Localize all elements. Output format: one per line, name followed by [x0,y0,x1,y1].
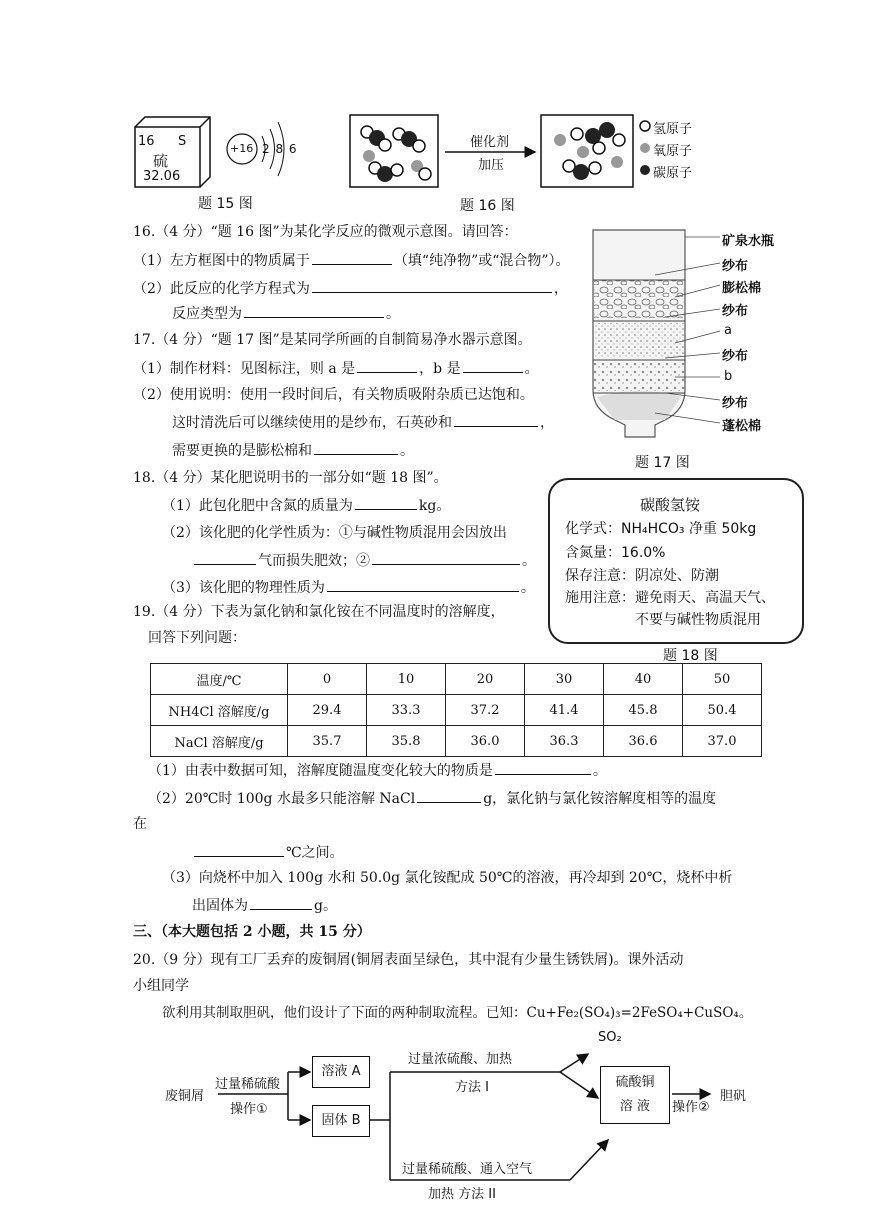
q16-part2: （2）此反应的化学方程式为 ， [133,278,568,299]
answer-blank[interactable] [454,412,538,427]
table-cell: NH4Cl 溶解度/g [151,695,288,726]
label-gauze-4: 纱布 [722,396,749,411]
atomic-mass: 32.06 [143,169,181,184]
figure-15-caption: 题 15 图 [198,196,253,212]
answer-blank[interactable] [355,495,417,510]
nucleus-charge: +16 [230,142,254,155]
flow-box-copper-sulfate [600,1066,670,1124]
fertilizer-formula: 化学式：NH₄HCO₃ 净重 50kg [565,521,757,537]
table-cell: 37.0 [683,726,762,757]
fertilizer-usage: 施用注意：避免雨天、高温天气、 [565,590,775,606]
legend-oxygen: 氧原子 [653,144,693,159]
answer-blank[interactable] [495,760,591,775]
label-cotton-bottom: 蓬松棉 [722,419,762,434]
q18-part4: （3）该化肥的物理性质为 。 [162,577,535,598]
q17-stem: 17.（4 分）“题 17 图”是某同学所画的自制简易净水器示意图。 [133,332,532,348]
flow-method2-label: 加热 方法 II [428,1187,496,1202]
q19-part3-end: 出固体为 g。 [192,895,337,916]
label-a: a [724,323,732,338]
q19-part2: （2）20℃时 100g 水最多只能溶解 NaCl g，氯化钠与氯化铵溶解度相等的温度 [148,788,716,809]
label-b: b [724,369,733,384]
q19-part3: （3）向烧杯中加入 100g 水和 50.0g 氯化铵配成 50℃的溶液，再冷却到 20℃，烧杯中析 [162,870,733,886]
q19-part2-cont: 在 [133,816,147,832]
table-cell: 0 [288,664,367,695]
q18-part3: 气而损失肥效；② 。 [192,550,536,571]
flow-step2-operation: 操作② [672,1100,710,1115]
figure-17-caption: 题 17 图 [635,455,690,471]
label-gauze-3: 纱布 [722,349,749,364]
label-cotton-top: 膨松棉 [722,281,762,296]
q19-stem-2: 回答下列问题： [148,630,246,646]
table-cell: 20 [446,664,525,695]
answer-blank[interactable] [463,358,523,373]
electron-shells: 2 8 6 [262,142,298,156]
q18-part1: （1）此包化肥中含氮的质量为 kg。 [162,495,450,516]
fertilizer-nitrogen: 含氮量：16.0% [565,545,666,561]
answer-blank[interactable] [312,278,552,293]
flow-end-product: 胆矾 [720,1089,747,1104]
water-filter-diagram [585,225,733,450]
flow-step1-operation: 操作① [230,1102,268,1117]
q20-line-2: 小组同学 [133,978,189,994]
table-cell: 36.3 [525,726,604,757]
table-cell: 29.4 [288,695,367,726]
label-gauze-2: 纱布 [722,304,749,319]
answer-blank[interactable] [417,788,481,803]
q18-part2: （2）该化肥的化学性质为：①与碱性物质混用会因放出 [162,525,507,541]
fertilizer-usage-2: 不要与碱性物质混用 [635,612,761,628]
q16-part3: 反应类型为 。 [172,303,400,324]
table-cell: NaCl 溶解度/g [151,726,288,757]
table-cell: 37.2 [446,695,525,726]
flow-so2: SO₂ [598,1030,622,1045]
answer-blank[interactable] [312,250,392,265]
section-3-heading: 三、（本大题包括 2 小题，共 15 分） [133,924,371,940]
element-symbol: S [178,134,187,149]
flow-box-solid-b: 固体 B [312,1105,370,1137]
q17-part3: 这时清洗后可以继续使用的是纱布，石英砂和 ， [172,412,554,433]
table-cell: 36.6 [604,726,683,757]
legend-carbon: 碳原子 [653,166,693,181]
table-cell: 50 [683,664,762,695]
q19-part2-end: ℃之间。 [192,842,344,863]
q16-part1: （1）左方框图中的物质属于 （填“纯净物”或“混合物”）。 [133,250,570,271]
answer-blank[interactable] [194,842,284,857]
table-cell: 30 [525,664,604,695]
arrow-condition-pressure: 加压 [478,158,505,173]
answer-blank[interactable] [250,895,312,910]
flow-method2-reagent: 过量稀硫酸、通入空气 [402,1162,533,1177]
answer-blank[interactable] [314,440,398,455]
fertilizer-storage: 保存注意：阴凉处、防潮 [565,568,719,584]
flow-box-copper-sulfate-line1: 硫酸铜 [615,1075,655,1090]
q18-stem: 18.（4 分）某化肥说明书的一部分如“题 18 图”。 [133,470,448,486]
table-cell: 温度/℃ [151,664,288,695]
table-cell: 35.8 [367,726,446,757]
answer-blank[interactable] [357,358,417,373]
q17-part2: （2）使用说明：使用一段时间后，有关物质吸附杂质已达饱和。 [133,387,534,403]
table-cell: 10 [367,664,446,695]
flow-method1-reagent: 过量浓硫酸、加热 [408,1052,513,1067]
table-row [151,726,762,757]
figure-18-caption: 题 18 图 [663,648,718,664]
q20-line-3: 欲利用其制取胆矾，他们设计了下面的两种制取流程。已知：Cu+Fe₂(SO₄)₃=2FeSO₄+CuSO₄。 [162,1005,753,1021]
flow-box-copper-sulfate-line2: 溶 液 [619,1099,651,1114]
flow-box-solution-a: 溶液 A [312,1056,370,1088]
q19-part1: （1）由表中数据可知，溶解度随温度变化较大的物质是 。 [148,760,607,781]
flow-step1-reagent: 过量稀硫酸 [215,1077,281,1092]
table-cell: 50.4 [683,695,762,726]
fertilizer-name: 碳酸氢铵 [640,496,701,514]
table-cell: 35.7 [288,726,367,757]
q17-part4: 需要更换的是膨松棉和 。 [172,440,414,461]
legend-hydrogen: 氢原子 [653,122,693,137]
label-bottle: 矿泉水瓶 [722,234,775,249]
solubility-table [150,663,762,757]
table-cell: 36.0 [446,726,525,757]
flow-method1-label: 方法 I [455,1080,489,1095]
answer-blank[interactable] [372,550,520,565]
q20-line-1: 20.（9 分）现有工厂丢弃的废铜屑(铜屑表面呈绿色，其中混有少量生锈铁屑)。课外活动 [133,952,684,968]
q17-part1: （1）制作材料：见图标注，则 a 是 ，b 是 。 [133,358,539,379]
table-cell: 40 [604,664,683,695]
table-cell: 41.4 [525,695,604,726]
answer-blank[interactable] [244,303,384,318]
arrow-condition-catalyst: 催化剂 [470,135,510,150]
answer-blank[interactable] [327,577,519,592]
figure-16-caption: 题 16 图 [460,198,515,214]
label-gauze-1: 纱布 [722,259,749,274]
atomic-number: 16 [138,134,155,149]
q16-stem: 16.（4 分）“题 16 图”为某化学反应的微观示意图。请回答： [133,224,518,240]
table-row [151,695,762,726]
element-name: 硫 [153,152,169,170]
answer-blank[interactable] [194,550,256,565]
q19-stem-1: 19.（4 分）下表为氯化钠和氯化铵在不同温度时的溶解度， [133,604,505,620]
table-cell: 33.3 [367,695,446,726]
table-cell: 45.8 [604,695,683,726]
table-header-row [151,664,762,695]
flow-start: 废铜屑 [165,1089,205,1104]
